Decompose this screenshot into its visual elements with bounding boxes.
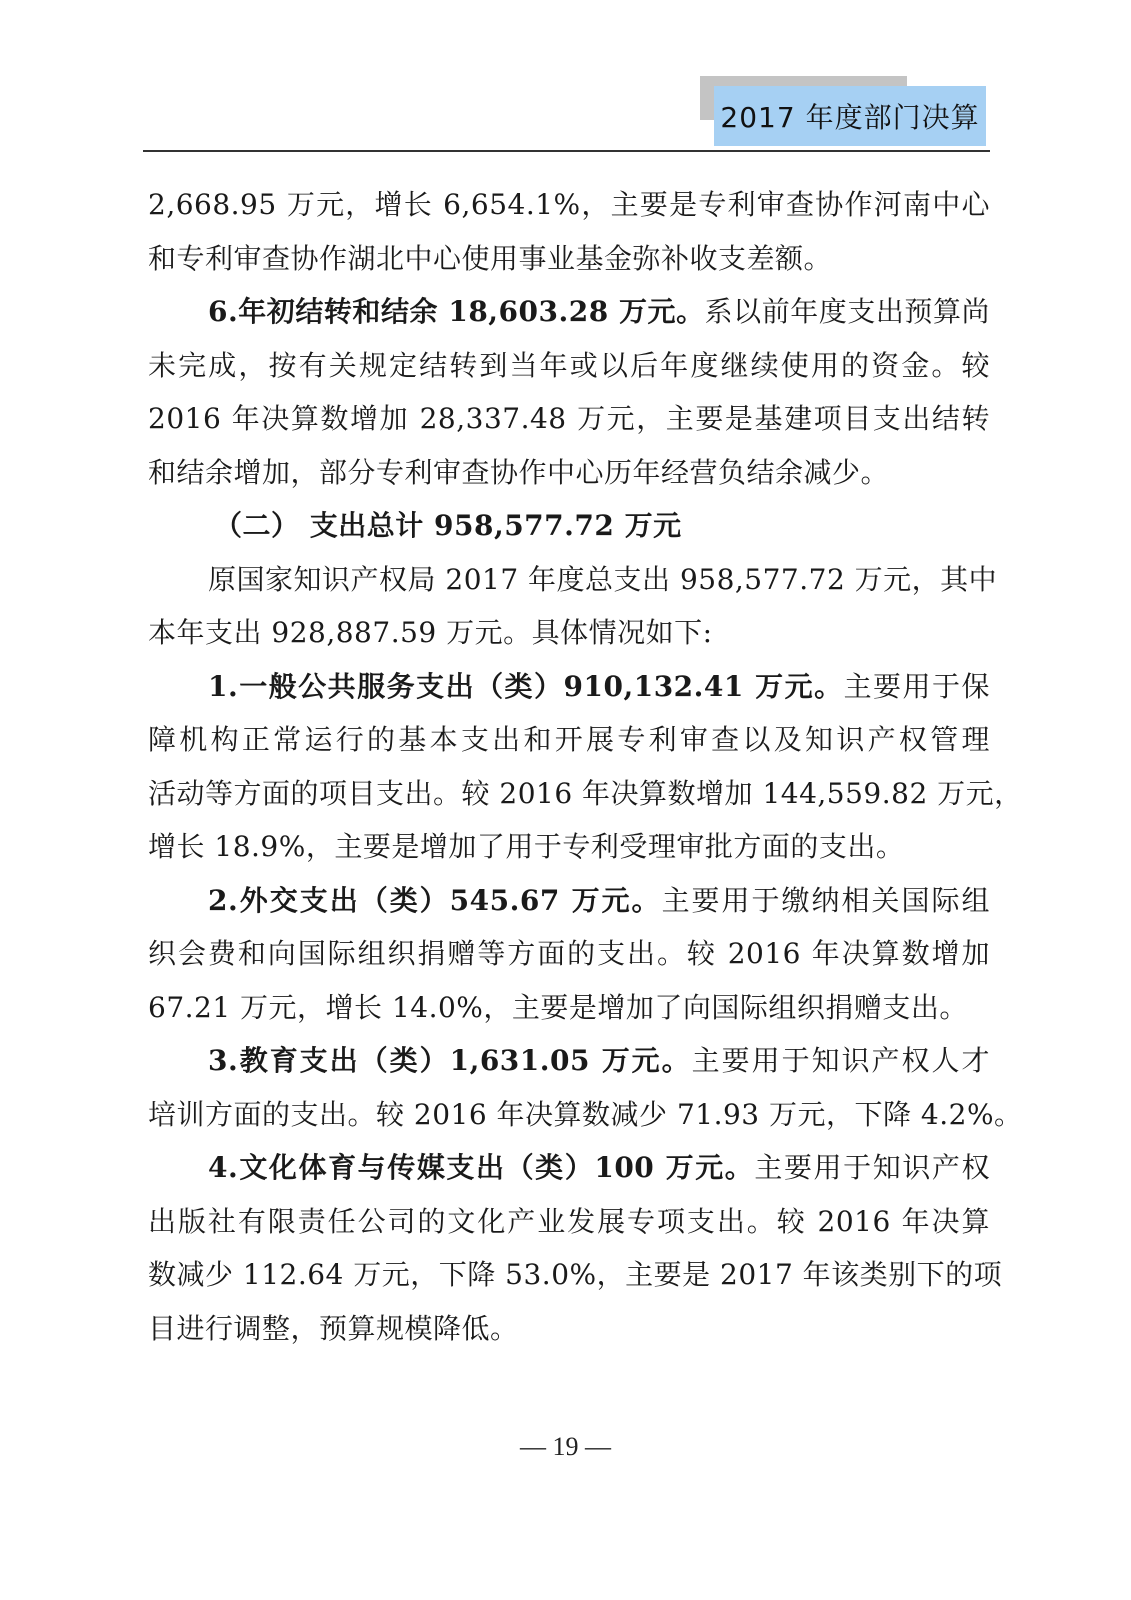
paragraph-line: 2016 年决算数增加 28,337.48 万元，主要是基建项目支出结转: [148, 402, 990, 435]
paragraph-line: 4.文化体育与传媒支出（类）100 万元。主要用于知识产权: [208, 1151, 990, 1184]
paragraph-line: 67.21 万元，增长 14.0%，主要是增加了向国际组织捐赠支出。: [148, 990, 968, 1024]
header-rule: [143, 150, 990, 152]
paragraph-line: 织会费和向国际组织捐赠等方面的支出。较 2016 年决算数增加: [148, 937, 990, 970]
item-heading: 3.教育支出（类）1,631.05 万元。: [208, 1044, 692, 1077]
paragraph-line: 3.教育支出（类）1,631.05 万元。主要用于知识产权人才: [208, 1044, 990, 1077]
paragraph-line: 2,668.95 万元，增长 6,654.1%，主要是专利审查协作河南中心: [148, 188, 990, 221]
page-number: — 19 —: [520, 1432, 611, 1461]
paragraph-line: 障机构正常运行的基本支出和开展专利审查以及知识产权管理: [148, 723, 990, 756]
item-heading: 1.一般公共服务支出（类）910,132.41 万元。: [208, 669, 844, 703]
item-heading: 2.外交支出（类）545.67 万元。: [208, 883, 662, 917]
paragraph-line: 原国家知识产权局 2017 年度总支出 958,577.72 万元，其中: [208, 562, 998, 596]
paragraph-line: 数减少 112.64 万元，下降 53.0%，主要是 2017 年该类别下的项: [148, 1258, 1003, 1291]
paragraph-line: 出版社有限责任公司的文化产业发展专项支出。较 2016 年决算: [148, 1204, 990, 1238]
section-heading: （二） 支出总计 958,577.72 万元: [214, 509, 682, 542]
paragraph-line: 6.年初结转和结余 18,603.28 万元。系以前年度支出预算尚: [208, 295, 990, 328]
paragraph-line: 和专利审查协作湖北中心使用事业基金弥补收支差额。: [148, 241, 833, 275]
paragraph-line: 增长 18.9%，主要是增加了用于专利受理审批方面的支出。: [148, 830, 905, 863]
paragraph-line: 未完成，按有关规定结转到当年或以后年度继续使用的资金。较: [148, 348, 990, 382]
paragraph-line: 培训方面的支出。较 2016 年决算数减少 71.93 万元，下降 4.2%。: [148, 1097, 1023, 1131]
item-heading: 6.年初结转和结余 18,603.28 万元。: [208, 295, 705, 328]
paragraph-line: 和结余增加，部分专利审查协作中心历年经营负结余减少。: [148, 455, 890, 489]
paragraph-line: 2.外交支出（类）545.67 万元。主要用于缴纳相关国际组: [208, 883, 990, 917]
body-text: [148, 178, 1023, 1355]
paragraph-line: 活动等方面的项目支出。较 2016 年决算数增加 144,559.82 万元，: [148, 776, 1023, 810]
item-heading: 4.文化体育与传媒支出（类）100 万元。: [208, 1151, 755, 1184]
paragraph-line: 目进行调整，预算规模降低。: [148, 1311, 519, 1345]
paragraph-line: 本年支出 928,887.59 万元。具体情况如下:: [148, 616, 713, 649]
header-title: 2017 年度部门决算: [714, 86, 986, 146]
paragraph-line: 1.一般公共服务支出（类）910,132.41 万元。主要用于保: [208, 669, 990, 703]
